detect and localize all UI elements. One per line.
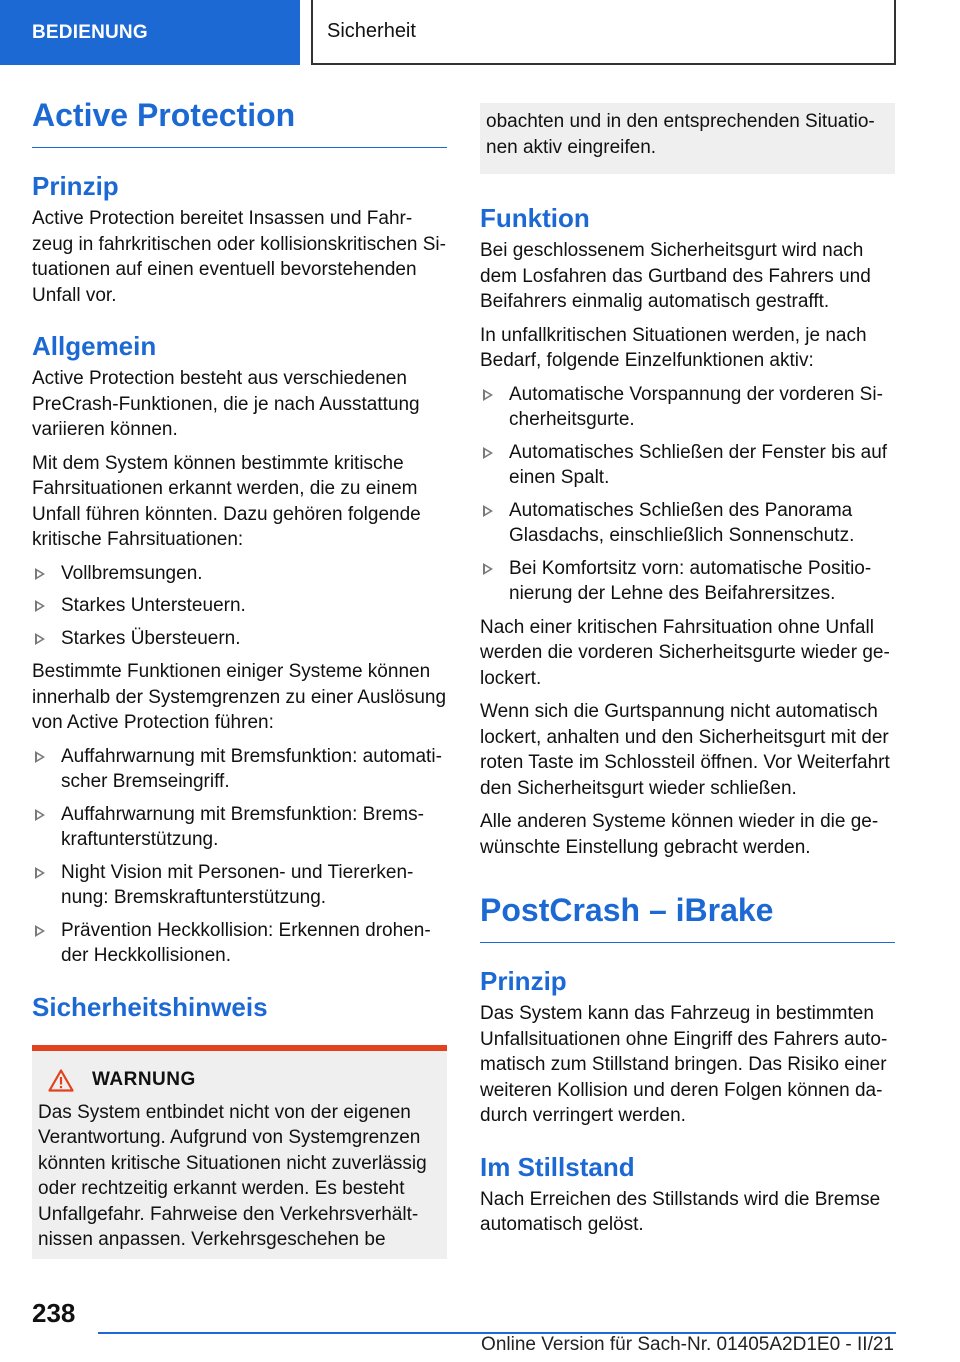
triangle-bullet-icon — [35, 568, 45, 580]
triangle-bullet-icon — [35, 751, 45, 763]
sicherheitshinweis-heading: Sicherheitshinweis — [32, 991, 268, 1022]
triangle-bullet-icon — [35, 600, 45, 612]
stillstand-heading: Im Stillstand — [480, 1151, 635, 1182]
warning-text-continued: obachten und in den entsprechenden Situationen aktiv eingreifen. — [486, 111, 875, 158]
prinzip-text: Active Protection bereitet Insassen und Fahrzeug in fahrkritischen oder kollisionskritischen Situationen auf einen eventuell bevorstehenden Unfall vor. — [32, 208, 446, 306]
header-section-label: BEDIENUNG — [0, 0, 300, 65]
triangle-bullet-icon — [483, 447, 493, 459]
triangle-bullet-icon — [35, 809, 45, 821]
list-item: Auffahrwarnung mit Bremsfunktion: automatischer Bremseingriff. — [32, 744, 447, 795]
list-item: Vollbremsungen. — [32, 561, 447, 587]
triangle-bullet-icon — [483, 505, 493, 517]
funktion-paragraph-5: Alle anderen Systeme können wieder in die gewünschte Einstellung gebracht werden. — [480, 811, 879, 858]
warning-triangle-icon — [48, 1069, 74, 1092]
list-item: Starkes Untersteuern. — [32, 593, 447, 619]
list-item: Prävention Heckkollision: Erkennen drohender Heckkollisionen. — [32, 918, 447, 969]
page-number: 238 — [32, 1298, 76, 1328]
situations-list — [32, 561, 447, 652]
footer-version-text: Online Version für Sach-Nr. 01405A2D1E0 - II/21 — [481, 1334, 894, 1355]
right-column — [480, 103, 895, 1246]
allgemein-paragraph-2: Mit dem System können bestimmte kritische Fahrsituationen erkannt werden, die zu einem Unfall führen könnten. Dazu gehören folgende kritische Fahrsituationen: — [32, 452, 421, 550]
triangle-bullet-icon — [35, 867, 45, 879]
warning-text: Das System entbindet nicht von der eigenen Verantwortung. Aufgrund von Systemgrenzen könnten kritische Situationen nicht zuverlässig oder rechtzeitig erkannt werden. Es besteht Unfallgefahr. Fahrweise den Verkehrsverhältnissen anpassen. Verkehrsgeschehen be — [38, 1101, 427, 1250]
funktion-paragraph-2: In unfallkritischen Situationen werden, je nach Bedarf, folgende Einzelfunktionen aktiv: — [480, 324, 867, 371]
list-item: Auffahrwarnung mit Bremsfunktion: Bremskraftunterstützung. — [32, 802, 447, 853]
left-column — [32, 95, 447, 1259]
list-item: Automatische Vorspannung der vorderen Sicherheitsgurte. — [480, 382, 895, 433]
triangle-bullet-icon — [35, 925, 45, 937]
prinzip-heading: Prinzip — [32, 171, 119, 201]
list-item: Bei Komfortsitz vorn: automatische Positionierung der Lehne des Beifahrersitzes. — [480, 556, 895, 607]
allgemein-paragraph-3: Bestimmte Funktionen einiger Systeme können innerhalb der Systemgrenzen zu einer Auslösung von Active Protection führen: — [32, 661, 447, 733]
list-item: Night Vision mit Personen- und Tiererkennung: Bremskraftunterstützung. — [32, 860, 447, 911]
triangle-bullet-icon — [483, 563, 493, 575]
warning-box — [32, 1045, 447, 1259]
functions-list — [32, 744, 447, 969]
triangle-bullet-icon — [483, 389, 493, 401]
postcrash-prinzip-heading: Prinzip — [480, 966, 567, 996]
funktion-paragraph-4: Wenn sich die Gurtspannung nicht automatisch lockert, anhalten und den Sicherheitsgurt mit der roten Taste im Schlossteil öffnen. Vor Weiterfahrt den Sicherheitsgurt wieder schließen. — [480, 701, 890, 799]
allgemein-heading: Allgemein — [32, 331, 157, 361]
allgemein-paragraph-1: Active Protection besteht aus verschiedenen PreCrash-Funktionen, die je nach Ausstattung variieren können. — [32, 368, 420, 440]
postcrash-title: PostCrash – iBrake — [480, 890, 895, 943]
funktion-paragraph-1: Bei geschlossenem Sicherheitsgurt wird nach dem Losfahren das Gurtband des Fahrers und Beifahrers einmalig automatisch gestrafft. — [480, 240, 871, 312]
warning-header — [38, 1069, 439, 1092]
stillstand-text: Nach Erreichen des Stillstands wird die Bremse automatisch gelöst. — [480, 1188, 881, 1235]
warning-box-continued — [480, 103, 895, 174]
postcrash-prinzip-text: Das System kann das Fahrzeug in bestimmten Unfallsituationen ohne Eingriff des Fahrers automatisch zum Stillstand bringen. Das Risiko einer weiteren Kollision und deren Folgen können dadurch verringert werden. — [480, 1003, 888, 1126]
single-functions-list — [480, 382, 895, 607]
header-chapter-label: Sicherheit — [311, 0, 896, 65]
funktion-paragraph-3: Nach einer kritischen Fahrsituation ohne Unfall werden die vorderen Sicherheitsgurte wieder gelockert. — [480, 616, 890, 689]
list-item: Starkes Übersteuern. — [32, 626, 447, 652]
list-item: Automatisches Schließen der Fenster bis auf einen Spalt. — [480, 440, 895, 491]
triangle-bullet-icon — [35, 633, 45, 645]
page-title: Active Protection — [32, 95, 447, 148]
list-item: Automatisches Schließen des Panorama Glasdachs, einschließlich Sonnenschutz. — [480, 498, 895, 549]
warning-label: WARNUNG — [92, 1069, 196, 1090]
funktion-heading: Funktion — [480, 203, 590, 233]
